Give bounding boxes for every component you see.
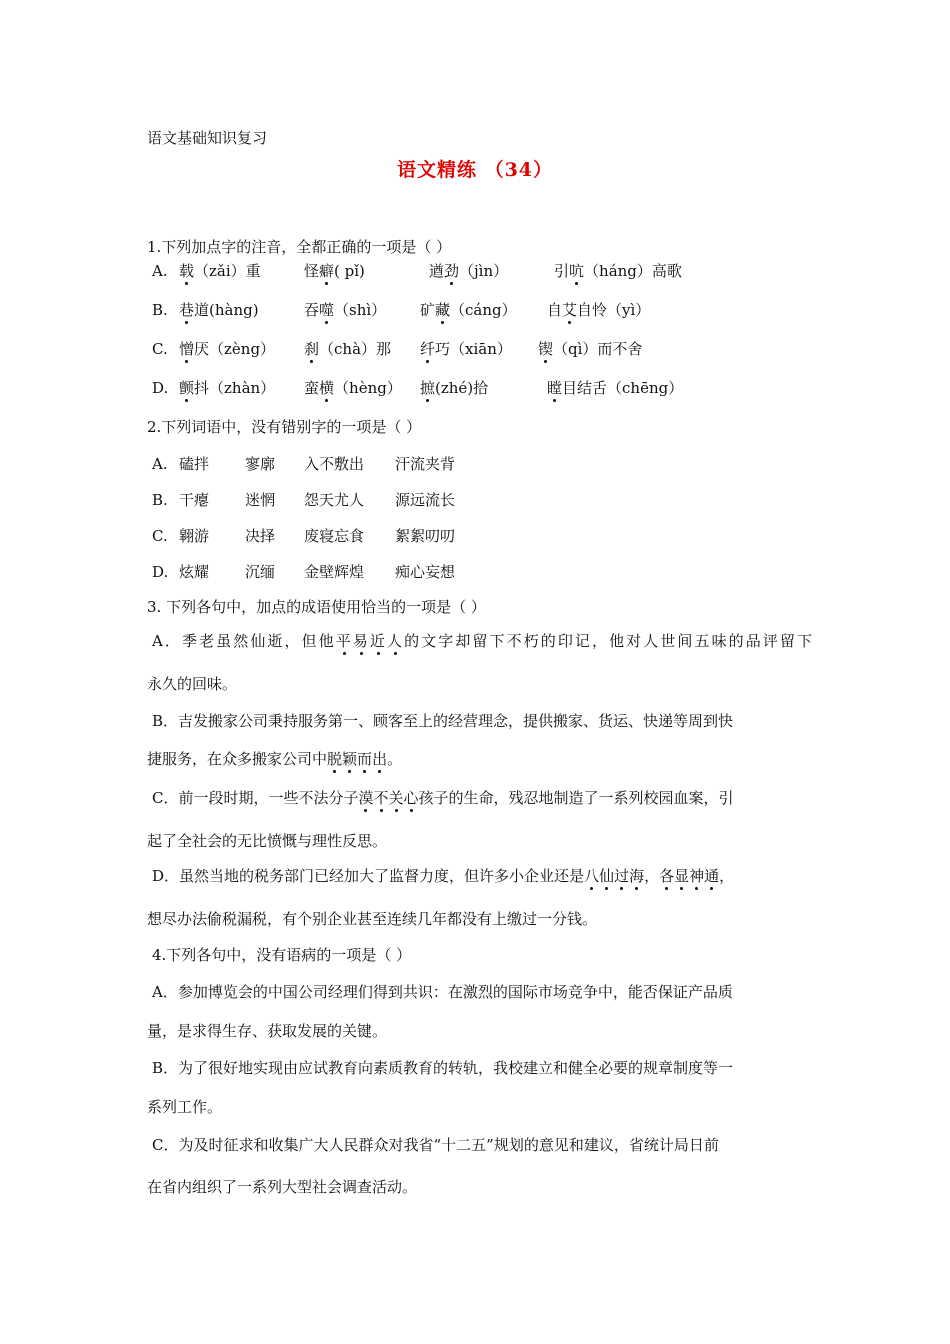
q4-option-a-line2: 量，是求得生存、获取发展的关键。	[147, 1022, 388, 1040]
q1-c-item-1: 憎厌（zèng）	[179, 340, 276, 358]
q1-a-item-3: 遒劲（jìn）	[429, 262, 509, 280]
q4-option-c-line1: C．为及时征求和收集广大人民群众对我省“十二五”规划的意见和建议，省统计局日前	[152, 1136, 719, 1154]
q1-a-item-2: 怪癖( pǐ)	[304, 262, 365, 280]
document-header: 语文基础知识复习	[147, 129, 268, 147]
document-page: 语文基础知识复习 语文精练 （34） 1.下列加点字的注音，全都正确的一项是（ ） A. 载（zǎi）重 怪癖( pǐ) 遒劲（jìn） 引吭（háng）高歌 B. 巷道(hàng) 吞噬（shì） 矿藏（cáng） 自艾自怜（yì） C. 憎厌（zèng） 刹（chà）那 纤巧（xiān） 锲（qì）而不舍 D. 颤抖（zhàn） 蛮横（hèng） 摭(zhé)拾 瞠目结舌（chēng） 2.下列词语中，没有错别字的一项是（ ） A. 磕拌 寥廓 入不敷出 汗流夹背 B. 干瘪 迷惘 怨天尤人 源远流长 C. 翱游 决择 废寝忘食 絮絮叨叨 D. 炫耀 沉缅 金壁辉煌 痴心妄想 3. 下列各句中，加点的成语使用恰当的一项是（ ） A．季老虽然仙逝，但他平易近人的文字却留下不朽的印记，他对人世间五味的品评留下 永久的回味。 B．吉发搬家公司秉持服务第一、顾客至上的经营理念，提供搬家、货运、快递等周到快 捷服务，在众多搬家公司中脱颖而出。 C．前一段时期，一些不法分子漠不关心孩子的生命，残忍地制造了一系列校园血案，引 起了全社会的无比愤慨与理性反思。 D．虽然当地的税务部门已经加大了监督力度，但许多小企业还是八仙过海，各显神通， 想尽办法偷税漏税，有个别企业甚至连续几年都没有上缴过一分钱。 4.下列各句中，没有语病的一项是（ ） A．参加博览会的中国公司经理们得到共识：在激烈的国际市场竞争中，能否保证产品质 量，是求得生存、获取发展的关键。 B．为了很好地实现由应试教育向素质教育的转轨，我校建立和健全必要的规章制度等一 系列工作。 C．为及时征求和收集广大人民群众对我省“十二五”规划的意见和建议，省统计局日前 在省内组织了一系列大型社会调查活动。	[0, 0, 950, 1344]
q1-b-item-4: 自艾自怜（yì）	[547, 301, 651, 319]
q1-b-item-3: 矿藏（cáng）	[420, 301, 517, 319]
page-title: 语文精练 （34）	[396, 159, 554, 181]
q3-option-d-line1: D．虽然当地的税务部门已经加大了监督力度，但许多小企业还是八仙过海，各显神通，	[152, 867, 735, 885]
q1-c-item-4: 锲（qì）而不舍	[538, 340, 643, 358]
q1-d-item-3: 摭(zhé)拾	[420, 379, 489, 397]
q1-d-item-2: 蛮横（hèng）	[304, 379, 402, 397]
q4-option-a-line1: A．参加博览会的中国公司经理们得到共识：在激烈的国际市场竞争中，能否保证产品质	[152, 983, 733, 1001]
q1-c-item-3: 纤巧（xiān）	[420, 340, 512, 358]
q1-c-item-2: 刹（chà）那	[304, 340, 392, 358]
q1-d-item-4: 瞠目结舌（chēng）	[547, 379, 684, 397]
q1-b-item-1: 巷道(hàng)	[179, 301, 259, 319]
q3-option-d-line2: 想尽办法偷税漏税，有个别企业甚至连续几年都没有上缴过一分钱。	[147, 910, 598, 928]
q3-stem: 3. 下列各句中，加点的成语使用恰当的一项是（ ）	[147, 598, 486, 616]
q3-option-b-line2: 捷服务，在众多搬家公司中脱颖而出。	[147, 750, 403, 768]
q3-option-b-line1: B．吉发搬家公司秉持服务第一、顾客至上的经营理念，提供搬家、货运、快递等周到快	[152, 712, 734, 730]
q3-option-c-line2: 起了全社会的无比愤慨与理性反思。	[147, 832, 388, 850]
q4-stem: 4.下列各句中，没有语病的一项是（ ）	[152, 946, 412, 964]
q1-stem: 1.下列加点字的注音，全都正确的一项是（ ）	[147, 238, 452, 256]
q4-option-c-line2: 在省内组织了一系列大型社会调查活动。	[147, 1178, 418, 1196]
q3-option-a-line2: 永久的回味。	[147, 675, 238, 693]
q4-option-b-line1: B．为了很好地实现由应试教育向素质教育的转轨，我校建立和健全必要的规章制度等一	[152, 1059, 734, 1077]
q3-option-a-line1: A．季老虽然仙逝，但他平易近人的文字却留下不朽的印记，他对人世间五味的品评留下	[152, 632, 812, 650]
q1-a-item-4: 引吭（háng）高歌	[554, 262, 682, 280]
q2-stem: 2.下列词语中，没有错别字的一项是（ ）	[147, 418, 422, 436]
q1-b-item-2: 吞噬（shì）	[304, 301, 387, 319]
q1-d-item-1: 颤抖（zhàn）	[179, 379, 276, 397]
q4-option-b-line2: 系列工作。	[147, 1098, 223, 1116]
q3-option-c-line1: C．前一段时期，一些不法分子漠不关心孩子的生命，残忍地制造了一系列校园血案，引	[152, 789, 734, 807]
q1-a-item-1: 载（zǎi）重	[179, 262, 261, 280]
